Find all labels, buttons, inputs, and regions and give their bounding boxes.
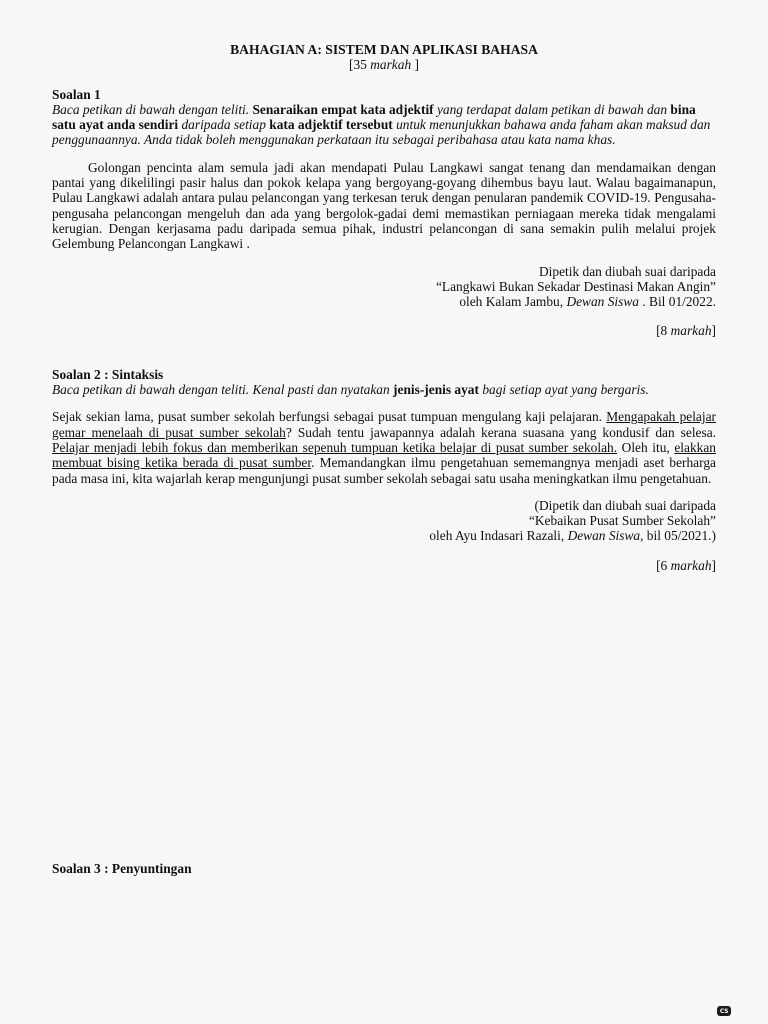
question-1-heading: Soalan 1	[52, 86, 101, 102]
underlined-sentence-2: Pelajar menjadi lebih fokus dan memberikan sepenuh tumpuan ketika belajar di pusat sumber sekolah.	[52, 439, 618, 455]
question-1-marks: [8 markah]	[656, 323, 716, 339]
camscanner-logo-icon: CS	[717, 1006, 731, 1016]
question-1-source: Dipetik dan diubah suai daripada “Langkawi Bukan Sekadar Destinasi Makan Angin” oleh Kalam Jambu, Dewan Siswa . Bil 01/2022.	[435, 263, 716, 310]
underlined-sentence-1: Mengapakah pelajar gemar menelaah di pusat sumber sekolah	[52, 409, 716, 440]
section-title: BAHAGIAN A: SISTEM DAN APLIKASI BAHASA	[230, 42, 538, 57]
question-1-passage: Golongan pencinta alam semula jadi akan mendapati Pulau Langkawi sangat tenang dan mendamaikan dengan pantai yang dikelilingi pasir halus dan pokok kelapa yang bergoyang-goyang dihembus bayu laut. Walau bagaimanapun, Pulau Langkawi adalah antara pulau pelancongan yang terkesan teruk dengan penularan pandemik COVID-19. Pengusaha-pengusaha pelancongan mengeluh dan ada yang bergolok-gadai demi memastikan perniagaan mereka tidak mengalami kerugian. Dengan kerjasama padu daripada semua pihak, industri pelancongan di sana semakin pulih melalui projek Gelembung Pelancongan Langkawi .	[52, 159, 716, 252]
question-2-instructions: Baca petikan di bawah dengan teliti. Kenal pasti dan nyatakan jenis-jenis ayat bagi setiap ayat yang bergaris.	[52, 382, 649, 398]
question-2-marks: [6 markah]	[656, 557, 716, 573]
question-2-source: (Dipetik dan diubah suai daripada “Kebaikan Pusat Sumber Sekolah” oleh Ayu Indasari Razali, Dewan Siswa, bil 05/2021.)	[429, 497, 716, 544]
question-3-heading: Soalan 3 : Penyuntingan	[52, 861, 192, 877]
section-marks: [35 markah ]	[349, 57, 419, 73]
underlined-sentence-3: elakkan membuat bising ketika berada di pusat sumber	[52, 439, 716, 471]
question-1-instructions: Baca petikan di bawah dengan teliti. Senaraikan empat kata adjektif yang terdapat dalam petikan di bawah dan bina satu ayat anda sendiri daripada setiap kata adjektif tersebut untuk menunjukkan bahawa anda faham akan maksud dan penggunaannya. Anda tidak boleh menggunakan perkataan itu sebagai peribahasa atau kata nama khas.	[52, 101, 711, 148]
question-2-passage: Sejak sekian lama, pusat sumber sekolah berfungsi sebagai pusat tumpuan mengulang kaji pelajaran. Mengapakah pelajar gemar menelaah di pusat sumber sekolah? Sudah tentu jawapannya adalah kerana suasana yang kondusif dan selesa. Pelajar menjadi lebih fokus dan memberikan sepenuh tumpuan ketika belajar di pusat sumber sekolah. Oleh itu, elakkan membuat bising ketika berada di pusat sumber. Memandangkan ilmu pengetahuan sememangnya menjadi aset berharga pada masa ini, kita wajarlah kerap mengunjungi pusat sumber sekolah sebagai satu usaha meningkatkan ilmu pengetahuan.	[52, 409, 716, 486]
exam-page	[52, 42, 716, 876]
question-2-heading: Soalan 2 : Sintaksis	[52, 366, 164, 382]
